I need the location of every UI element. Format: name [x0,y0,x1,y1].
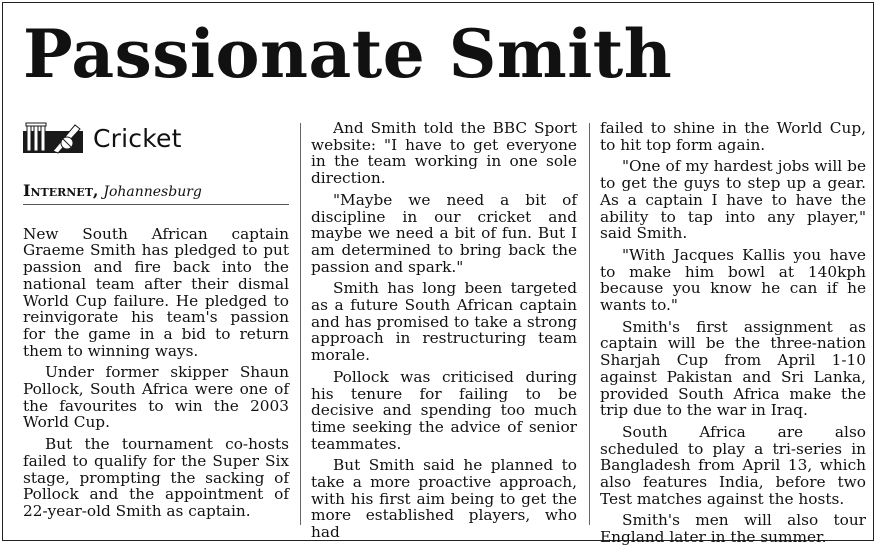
dateline-rule [23,204,289,205]
paragraph: And Smith told the BBC Sport website: "I have to get everyone in the team working in one sole direction. [311,119,577,188]
column-2 [311,120,577,546]
column-1 [23,120,289,525]
paragraph: But the tournament co-hosts failed to qualify for the Super Six stage, prompting the sacking of Pollock and the appointment of 22-year-old Smith as captain. [23,435,289,520]
paragraph: New South African captain Graeme Smith has pledged to put passion and fire back into the national team after their dismal World Cup failure. He pledged to reinvigorate his team's passion for the game in a bid to return them to winning ways. [23,224,289,360]
paragraph: South Africa are also scheduled to play a tri-series in Bangladesh from April 13, which also features India, before two Test matches against the hosts. [600,422,866,508]
paragraph: Pollock was criticised during his tenure for failing to be decisive and spending too much time seeking the advice of senior teammates. [311,367,577,453]
column-3 [600,120,866,551]
paragraph: "One of my hardest jobs will be to get the guys to step up a gear. As a captain I have to have the ability to tap into any player," said Smith. [600,157,866,243]
paragraph: Smith's first assignment as captain will be the three-nation Sharjah Cup from April 1-10 against Pakistan and Sri Lanka, provided South Africa make the trip due to the war in Iraq. [600,317,866,420]
paragraph: "Maybe we need a bit of discipline in our cricket and maybe we need a bit of fun. But I am determined to bring back the passion and spark." [311,190,577,276]
paragraph: "With Jacques Kallis you have to make him bowl at 140kph because you know he can if he wants to." [600,245,866,315]
dateline [23,183,289,205]
paragraph: failed to shine in the World Cup, to hit top form again. [600,119,866,154]
column-divider [300,123,301,525]
cricket-icon [23,121,87,157]
paragraph: But Smith said he planned to take a more proactive approach, with his first aim being to get the more established players, who had [311,456,577,542]
paragraph: Smith's men will also tour England later in the summer. [600,511,866,547]
dateline-source: Internet, [23,181,99,200]
headline: Passionate Smith [23,15,673,93]
column-divider [589,123,590,525]
dateline-city: Johannesburg [103,184,202,200]
article-frame [2,2,874,547]
paragraph: Smith has long been targeted as a future South African captain and has promised to take a strong approach in restructuring team morale. [311,279,577,365]
paragraph: Under former skipper Shaun Pollock, South Africa were one of the favourites to win the 2003 World Cup. [23,363,289,432]
section-tag [23,121,289,157]
section-label: Cricket [93,123,182,153]
